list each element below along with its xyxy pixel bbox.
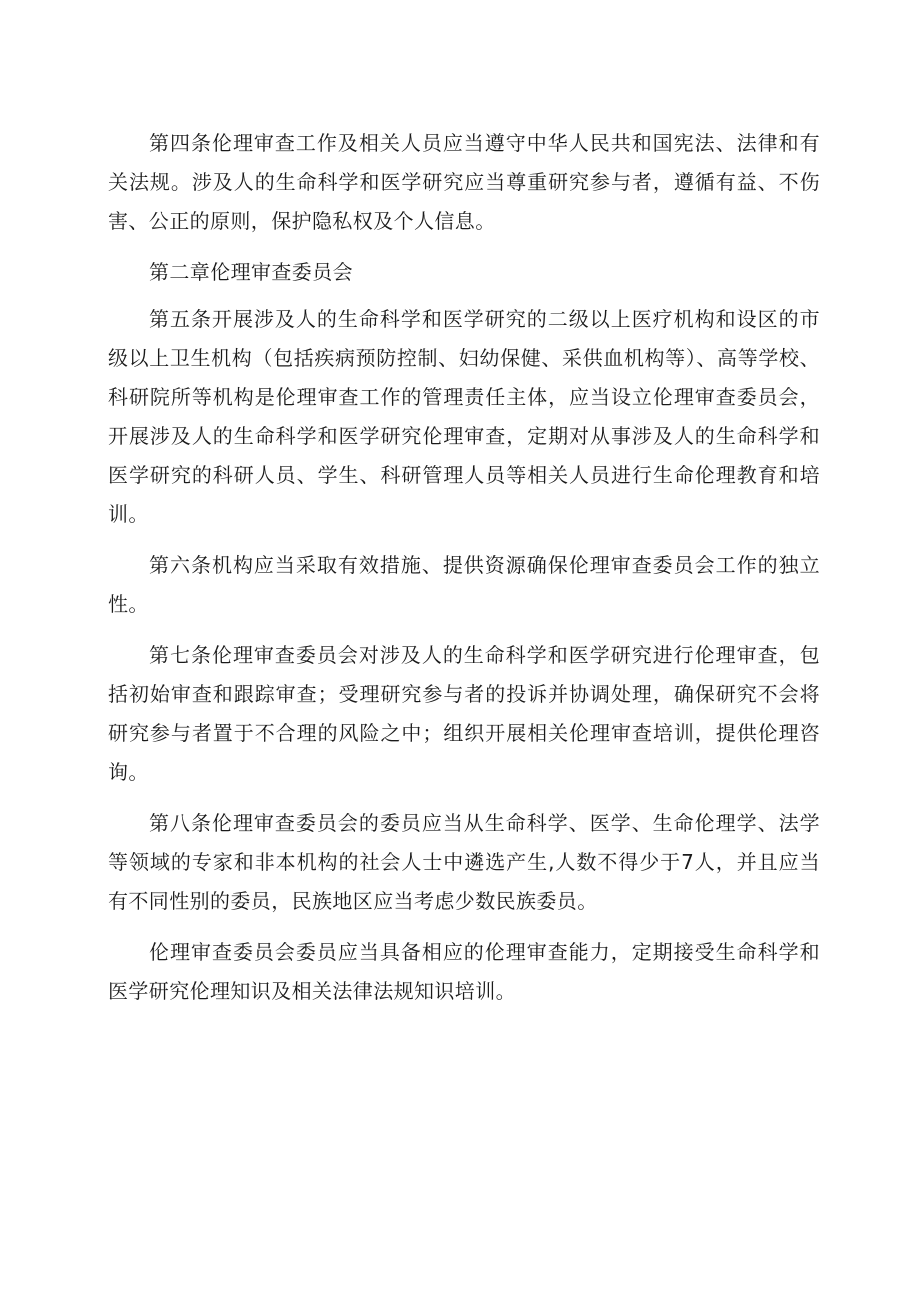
article-8-continuation-paragraph: 伦理审查委员会委员应当具备相应的伦理审查能力，定期接受生命科学和医学研究伦理知识及相关法律法规知识培训。 — [108, 940, 820, 1003]
chapter-2-heading: 第二章伦理审查委员会 — [149, 260, 353, 284]
article-7-paragraph: 第七条伦理审查委员会对涉及人的生命科学和医学研究进行伦理审查，包括初始审查和跟踪审查；受理研究参与者的投诉并协调处理，确保研究不会将研究参与者置于不合理的风险之中；组织开展相关伦理审查培训，提供伦理咨询。 — [108, 643, 820, 784]
article-5-paragraph: 第五条开展涉及人的生命科学和医学研究的二级以上医疗机构和设区的市级以上卫生机构（包括疾病预防控制、妇幼保健、采供血机构等）、高等学校、科研院所等机构是伦理审查工作的管理责任主体，应当设立伦理审查委员会，开展涉及人的生命科学和医学研究伦理审查，定期对从事涉及人的生命科学和医学研究的科研人员、学生、科研管理人员等相关人员进行生命伦理教育和培训。 — [108, 307, 820, 526]
article-4-paragraph: 第四条伦理审查工作及相关人员应当遵守中华人民共和国宪法、法律和有关法规。涉及人的生命科学和医学研究应当尊重研究参与者，遵循有益、不伤害、公正的原则，保护隐私权及个人信息。 — [108, 131, 820, 233]
document-body — [108, 124, 820, 1023]
article-8-paragraph: 第八条伦理审查委员会的委员应当从生命科学、医学、生命伦理学、法学等领域的专家和非本机构的社会人士中遴选产生,人数不得少于7人，并且应当有不同性别的委员，民族地区应当考虑少数民族委员。 — [108, 811, 820, 913]
article-6-paragraph: 第六条机构应当采取有效措施、提供资源确保伦理审查委员会工作的独立性。 — [108, 553, 820, 616]
